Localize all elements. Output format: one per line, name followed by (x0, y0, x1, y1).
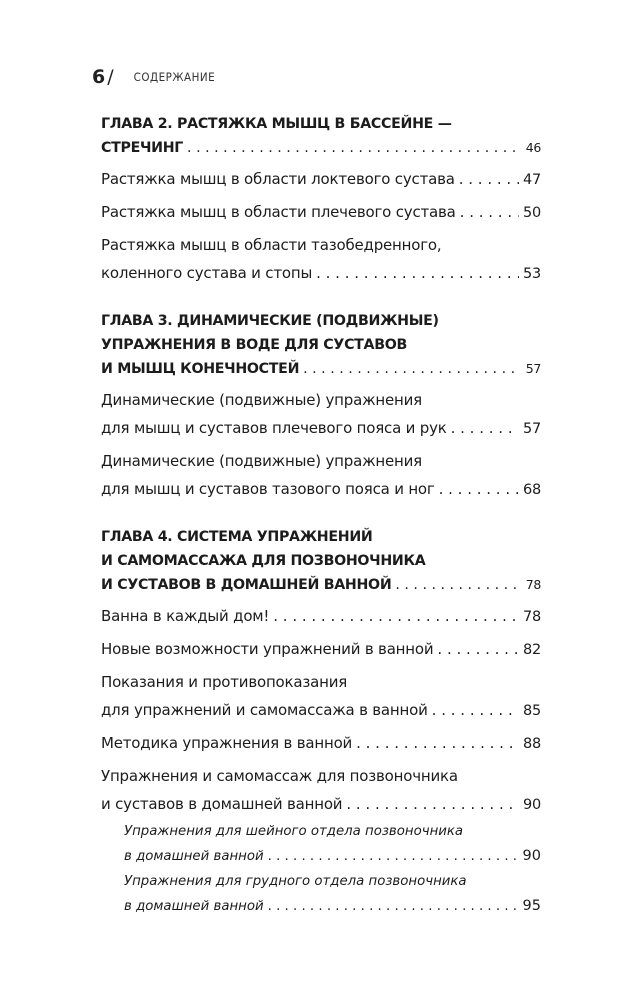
header-slash: / (107, 66, 114, 88)
section-title: СОДЕРЖАНИЕ (133, 70, 216, 84)
dot-leader (459, 165, 519, 193)
toc-entry[interactable] (101, 231, 541, 287)
dot-leader (268, 895, 519, 919)
dot-leader (432, 696, 519, 724)
page-ref: 82 (522, 642, 541, 658)
chapter-title-text: СТРЕЧИНГ (101, 140, 184, 156)
chapter-title-line[interactable] (101, 357, 541, 381)
chapter-title-line[interactable] (101, 573, 541, 597)
entry-text: для мышц и суставов плечевого пояса и рук (101, 419, 447, 437)
chapter-3 (101, 309, 541, 503)
chapter-title-text: УПРАЖНЕНИЯ В ВОДЕ ДЛЯ СУСТАВОВ (101, 337, 408, 353)
entry-text: Упражнения и самомассаж для позвоночника (101, 767, 458, 785)
chapter-title-line (101, 309, 541, 333)
dot-leader (439, 475, 519, 503)
page-ref: 95 (522, 898, 541, 914)
toc-entry[interactable] (101, 447, 541, 503)
dot-leader (273, 602, 519, 630)
chapter-title-line (101, 525, 541, 549)
page-ref: 90 (522, 797, 541, 813)
page-ref: 50 (522, 205, 541, 221)
toc-entry[interactable] (101, 602, 541, 630)
subentry-text: в домашней ванной (124, 899, 264, 914)
chapter-title-text: И СУСТАВОВ В ДОМАШНЕЙ ВАННОЙ (101, 577, 392, 593)
entry-text: Показания и противопоказания (101, 673, 348, 691)
page-ref: 47 (522, 172, 541, 188)
subentry-text: Упражнения для шейного отдела позвоночника (124, 824, 464, 839)
toc-subentry[interactable] (101, 870, 541, 918)
dot-leader (187, 136, 516, 160)
entry-text: для упражнений и самомассажа в ванной (101, 701, 428, 719)
entry-text: Динамические (подвижные) упражнения (101, 452, 423, 470)
chapter-4 (101, 525, 541, 918)
entry-text: и суставов в домашней ванной (101, 795, 343, 813)
entry-text: Растяжка мышц в области плечевого сустава (101, 203, 456, 221)
chapter-title-line (101, 112, 541, 136)
page-ref: 53 (522, 266, 541, 282)
page-ref: 57 (522, 421, 541, 437)
dot-leader (356, 729, 519, 757)
toc-entry[interactable] (101, 165, 541, 193)
toc-entry[interactable] (101, 635, 541, 663)
page-ref: 90 (522, 848, 541, 864)
chapter-title-text: И МЫШЦ КОНЕЧНОСТЕЙ (101, 361, 300, 377)
toc-entry[interactable] (101, 668, 541, 724)
page-header (92, 66, 215, 88)
toc-entry[interactable] (101, 762, 541, 818)
chapter-title-line (101, 549, 541, 573)
chapter-title-text: ГЛАВА 4. СИСТЕМА УПРАЖНЕНИЙ (101, 529, 373, 545)
page-ref: 78 (525, 577, 541, 592)
entry-text: Ванна в каждый дом! (101, 607, 270, 625)
chapter-title-text: ГЛАВА 3. ДИНАМИЧЕСКИЕ (ПОДВИЖНЫЕ) (101, 313, 439, 329)
toc-entry[interactable] (101, 198, 541, 226)
toc-entry[interactable] (101, 729, 541, 757)
entry-text: для мышц и суставов тазового пояса и ног (101, 480, 435, 498)
toc-entry[interactable] (101, 386, 541, 442)
page-number: 6 (92, 66, 106, 88)
chapter-2 (101, 112, 541, 287)
subentry-text: Упражнения для грудного отдела позвоночника (124, 874, 467, 889)
entry-text: коленного сустава и стопы (101, 264, 313, 282)
page-ref: 85 (522, 703, 541, 719)
chapter-title-text: И САМОМАССАЖА ДЛЯ ПОЗВОНОЧНИКА (101, 553, 426, 569)
dot-leader (437, 635, 519, 663)
page-ref: 88 (522, 736, 541, 752)
entry-text: Растяжка мышц в области локтевого сустава (101, 170, 455, 188)
dot-leader (316, 259, 519, 287)
dot-leader (303, 357, 516, 381)
dot-leader (346, 790, 519, 818)
page-ref: 46 (525, 140, 541, 155)
chapter-title-line (101, 333, 541, 357)
dot-leader (268, 845, 519, 869)
chapter-title-line[interactable] (101, 136, 541, 160)
subentry-text: в домашней ванной (124, 849, 264, 864)
dot-leader (451, 414, 519, 442)
entry-text: Динамические (подвижные) упражнения (101, 391, 423, 409)
page-ref: 57 (525, 361, 541, 376)
toc-subentry[interactable] (101, 820, 541, 868)
table-of-contents (101, 100, 541, 918)
entry-text: Методика упражнения в ванной (101, 734, 353, 752)
entry-text: Растяжка мышц в области тазобедренного, (101, 236, 442, 254)
chapter-title-text: ГЛАВА 2. РАСТЯЖКА МЫШЦ В БАССЕЙНЕ — (101, 116, 452, 132)
dot-leader (460, 198, 519, 226)
page-ref: 78 (522, 609, 541, 625)
page-ref: 68 (522, 482, 541, 498)
entry-text: Новые возможности упражнений в ванной (101, 640, 434, 658)
dot-leader (395, 573, 515, 597)
